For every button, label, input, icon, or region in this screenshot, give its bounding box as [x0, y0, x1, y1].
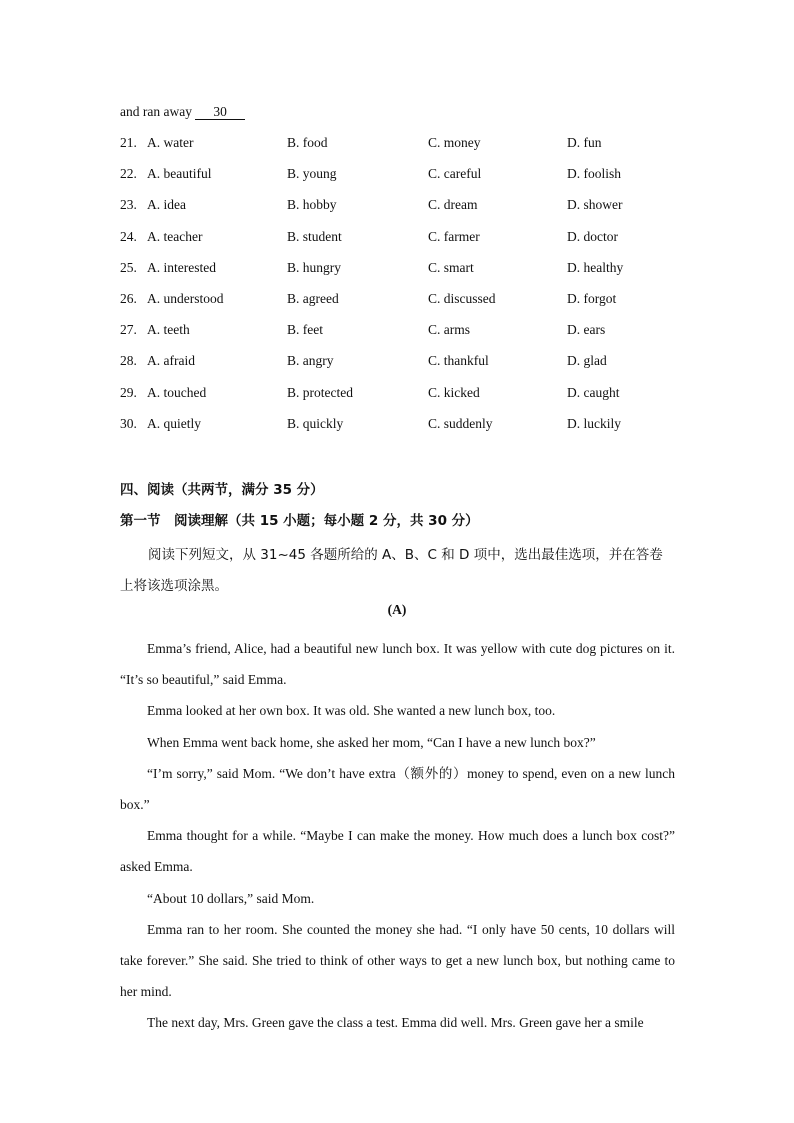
option-d: D. ears [567, 322, 606, 338]
option-d: D. caught [567, 384, 620, 400]
option-c: C. dream [428, 197, 478, 213]
option-row [120, 196, 700, 227]
option-a: A. quietly [147, 415, 201, 431]
question-number: 28. [120, 353, 137, 369]
option-a: A. teeth [147, 322, 190, 338]
question-number: 25. [120, 259, 137, 275]
continuation-text: and ran away [120, 104, 196, 119]
option-c: C. kicked [428, 384, 480, 400]
passage-paragraph: Emma looked at her own box. It was old. She wanted a new lunch box, too. [147, 703, 556, 719]
option-d: D. fun [567, 135, 602, 150]
option-row [120, 352, 700, 383]
option-row [120, 134, 700, 165]
option-row [120, 384, 700, 415]
option-d: D. luckily [567, 415, 621, 431]
option-d: D. doctor [567, 228, 618, 244]
option-b: B. student [287, 228, 342, 244]
option-d: D. glad [567, 353, 607, 369]
option-row [120, 228, 700, 259]
option-b: B. agreed [287, 290, 339, 306]
question-number: 29. [120, 384, 137, 400]
question-number: 26. [120, 290, 137, 306]
option-c: C. smart [428, 259, 474, 275]
option-d: D. forgot [567, 290, 617, 306]
section-subheading: 第一节 阅读理解（共 15 小题；每小题 2 分，共 30 分） [120, 513, 479, 529]
option-c: C. discussed [428, 290, 496, 306]
option-a: A. interested [147, 259, 216, 275]
section-heading: 四、阅读（共两节，满分 35 分） [120, 482, 324, 498]
option-b: B. hungry [287, 259, 341, 275]
passage-paragraph: “I’m sorry,” said Mom. “We don’t have extra（额外的）money to spend, even on a new lunch box.” [120, 765, 675, 813]
question-number: 22. [120, 166, 137, 182]
option-a: A. water [147, 135, 194, 150]
reading-instructions: 阅读下列短文，从 31~45 各题所给的 A、B、C 和 D 项中，选出最佳选项，并在答卷上将该选项涂黑。 [120, 547, 663, 594]
question-number: 23. [120, 197, 137, 213]
question-number: 27. [120, 322, 137, 338]
passage-paragraph: The next day, Mrs. Green gave the class a test. Emma did well. Mrs. Green gave her a smile [147, 1015, 644, 1031]
option-row [120, 259, 700, 290]
question-number: 24. [120, 228, 137, 244]
question-number: 30. [120, 415, 137, 431]
passage-paragraph: Emma’s friend, Alice, had a beautiful new lunch box. It was yellow with cute dog pictures on it. “It’s so beautiful,” said Emma. [120, 641, 675, 688]
option-c: C. arms [428, 322, 470, 338]
option-c: C. thankful [428, 353, 489, 369]
option-c: C. farmer [428, 228, 480, 244]
passage-paragraph: When Emma went back home, she asked her mom, “Can I have a new lunch box?” [147, 734, 596, 750]
option-a: A. understood [147, 290, 224, 306]
option-d: D. healthy [567, 259, 624, 275]
option-b: B. young [287, 166, 337, 182]
blank-30 [195, 105, 245, 120]
option-b: B. feet [287, 322, 323, 338]
option-d: D. foolish [567, 166, 621, 182]
passage-body [120, 633, 675, 1039]
option-row [120, 415, 700, 446]
option-row [120, 290, 700, 321]
passage-paragraph: “About 10 dollars,” said Mom. [147, 890, 315, 906]
option-a: A. beautiful [147, 166, 212, 182]
option-a: A. idea [147, 197, 186, 213]
option-b: B. hobby [287, 197, 337, 213]
option-c: C. money [428, 135, 481, 150]
option-row [120, 321, 700, 352]
passage-paragraph: Emma thought for a while. “Maybe I can make the money. How much does a lunch box cost?” asked Emma. [120, 828, 675, 875]
option-b: B. food [287, 135, 328, 150]
option-row [120, 165, 700, 196]
option-a: A. touched [147, 384, 207, 400]
option-c: C. careful [428, 166, 482, 182]
passage-paragraph: Emma ran to her room. She counted the money she had. “I only have 50 cents, 10 dollars will take forever.” She said. She tried to think of other ways to get a new lunch box, but nothing came to her mind. [120, 921, 675, 1000]
blank-number: 30 [213, 104, 227, 119]
option-d: D. shower [567, 197, 623, 213]
option-a: A. teacher [147, 228, 203, 244]
option-a: A. afraid [147, 353, 195, 369]
answer-options-list [120, 134, 700, 446]
question-text-continuation [120, 104, 245, 120]
option-b: B. quickly [287, 415, 344, 431]
option-b: B. angry [287, 353, 334, 369]
passage-title: (A) [387, 602, 407, 617]
question-number: 21. [120, 135, 137, 150]
option-c: C. suddenly [428, 415, 493, 431]
option-b: B. protected [287, 384, 353, 400]
